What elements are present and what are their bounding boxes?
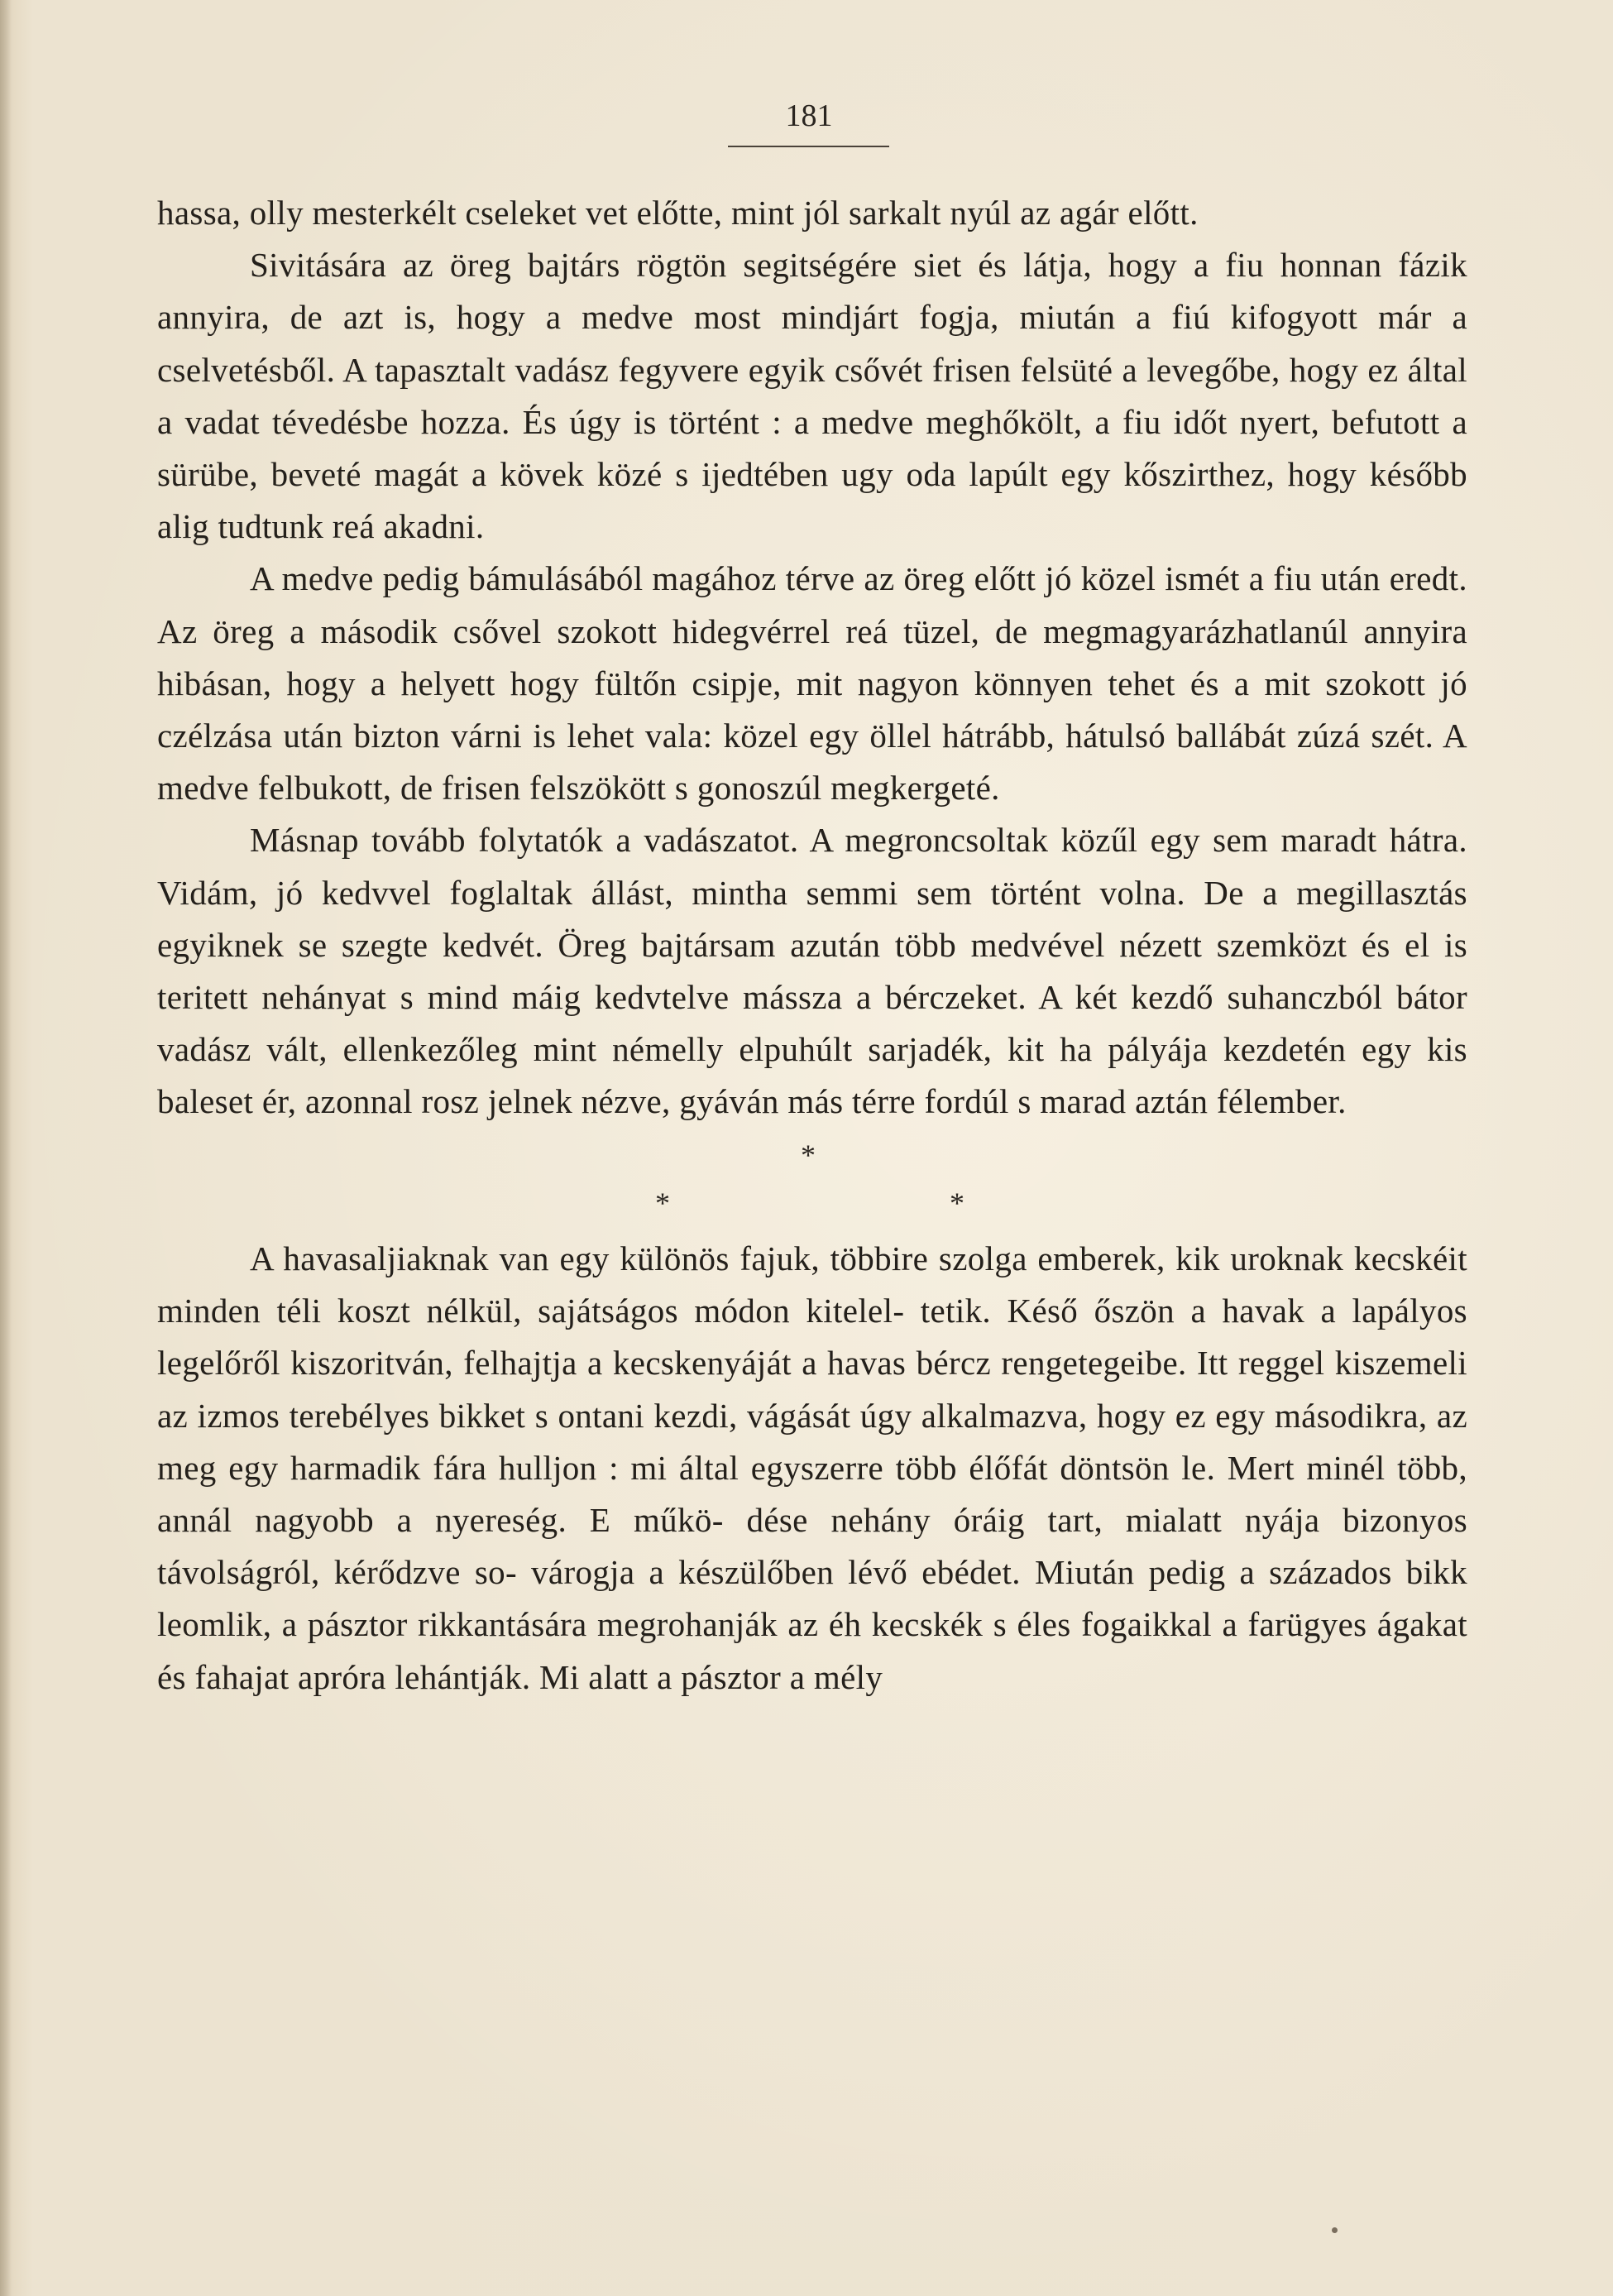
paragraph-1: hassa, olly mesterkélt cseleket vet előtte, mint jól sarkalt nyúl az agár előtt. (157, 194, 1199, 232)
page-number-rule (728, 146, 889, 147)
body-text (157, 187, 1467, 1704)
ink-speck (1332, 2227, 1338, 2233)
asterism-star-top: * (801, 1138, 816, 1172)
asterism-star-left: * (655, 1186, 671, 1220)
asterism-star-right: * (950, 1186, 965, 1220)
paragraph-5: A havasaljiaknak van egy különös fajuk, többire szolga emberek, kik uroknak kecskéit minden téli koszt nélkül, sajátságos módon kitelel- tetik. Késő őszön a havak a lapályos legelőről kiszoritván, felhajtja a kecskenyáját a havas bércz rengetegeibe. Itt reggel kiszemeli az izmos terebélyes bikket s ontani kezdi, vágását úgy alkalmazva, hogy ez egy másodikra, az meg egy harmadik fára hulljon : mi által egyszerre több élőfát döntsön le. Mert minél több, annál nagyobb a nyereség. E műkö- dése nehány óráig tart, mialatt nyája bizonyos távolságról, kérődzve so- várogja a készülőben lévő ebédet. Miután pedig a százados bikk leomlik, a pásztor rikkantására megrohanják az éh kecskék s éles fogaikkal a farügyes ágakat és fahajat apróra lehántják. Mi alatt a pásztor a mély (157, 1239, 1467, 1696)
page-number: 181 (785, 98, 833, 133)
paragraph-2: Sivitására az öreg bajtárs rögtön segitségére siet és látja, hogy a fiu honnan fázik annyira, de azt is, hogy a medve most mindjárt fogja, miután a fiú kifogyott már a cselvetésből. A tapasztalt vadász fegyvere egyik csővét frisen felsüté a levegőbe, hogy ez által a vadat tévedésbe hozza. És úgy is történt : a medve meghőkölt, a fiu időt nyert, befutott a sürübe, beveté magát a kövek közé s ijedtében ugy oda lapúlt egy kőszirthez, hogy később alig tudtunk reá akadni. (157, 246, 1467, 546)
section-separator (157, 1129, 1467, 1233)
paragraph-3: A medve pedig bámulásából magához térve az öreg előtt jó közel ismét a fiu után eredt. Az öreg a második csővel szokott hidegvérrel reá tüzel, de megmagyarázhatlanúl annyira hibásan, hogy a helyett hogy fültőn csipje, mit nagyon könnyen tehet és a mit szokott jó czélzása után bizton várni is lehet vala: közel egy öllel hátrább, hátulsó ballábát zúzá szét. A medve felbukott, de frisen felszökött s gonoszúl megkergeté. (157, 559, 1467, 808)
spine-shadow (0, 0, 12, 2296)
paragraph-4: Másnap tovább folytatók a vadászatot. A megroncsoltak közűl egy sem maradt hátra. Vidám, jó kedvvel foglaltak állást, mintha semmi sem történt volna. De a megillasztás egyiknek se szegte kedvét. Öreg bajtársam azután több medvével nézett szemközt és el is teritett nehányat s mind máig kedvtelve mássza a bérczeket. A két kezdő suhanczból bátor vadász vált, ellenkezőleg mint némelly elpuhúlt sarjadék, kit ha pályája kezdetén egy kis baleset ér, azonnal rosz jelnek nézve, gyáván más térre fordúl s marad aztán félember. (157, 821, 1467, 1121)
